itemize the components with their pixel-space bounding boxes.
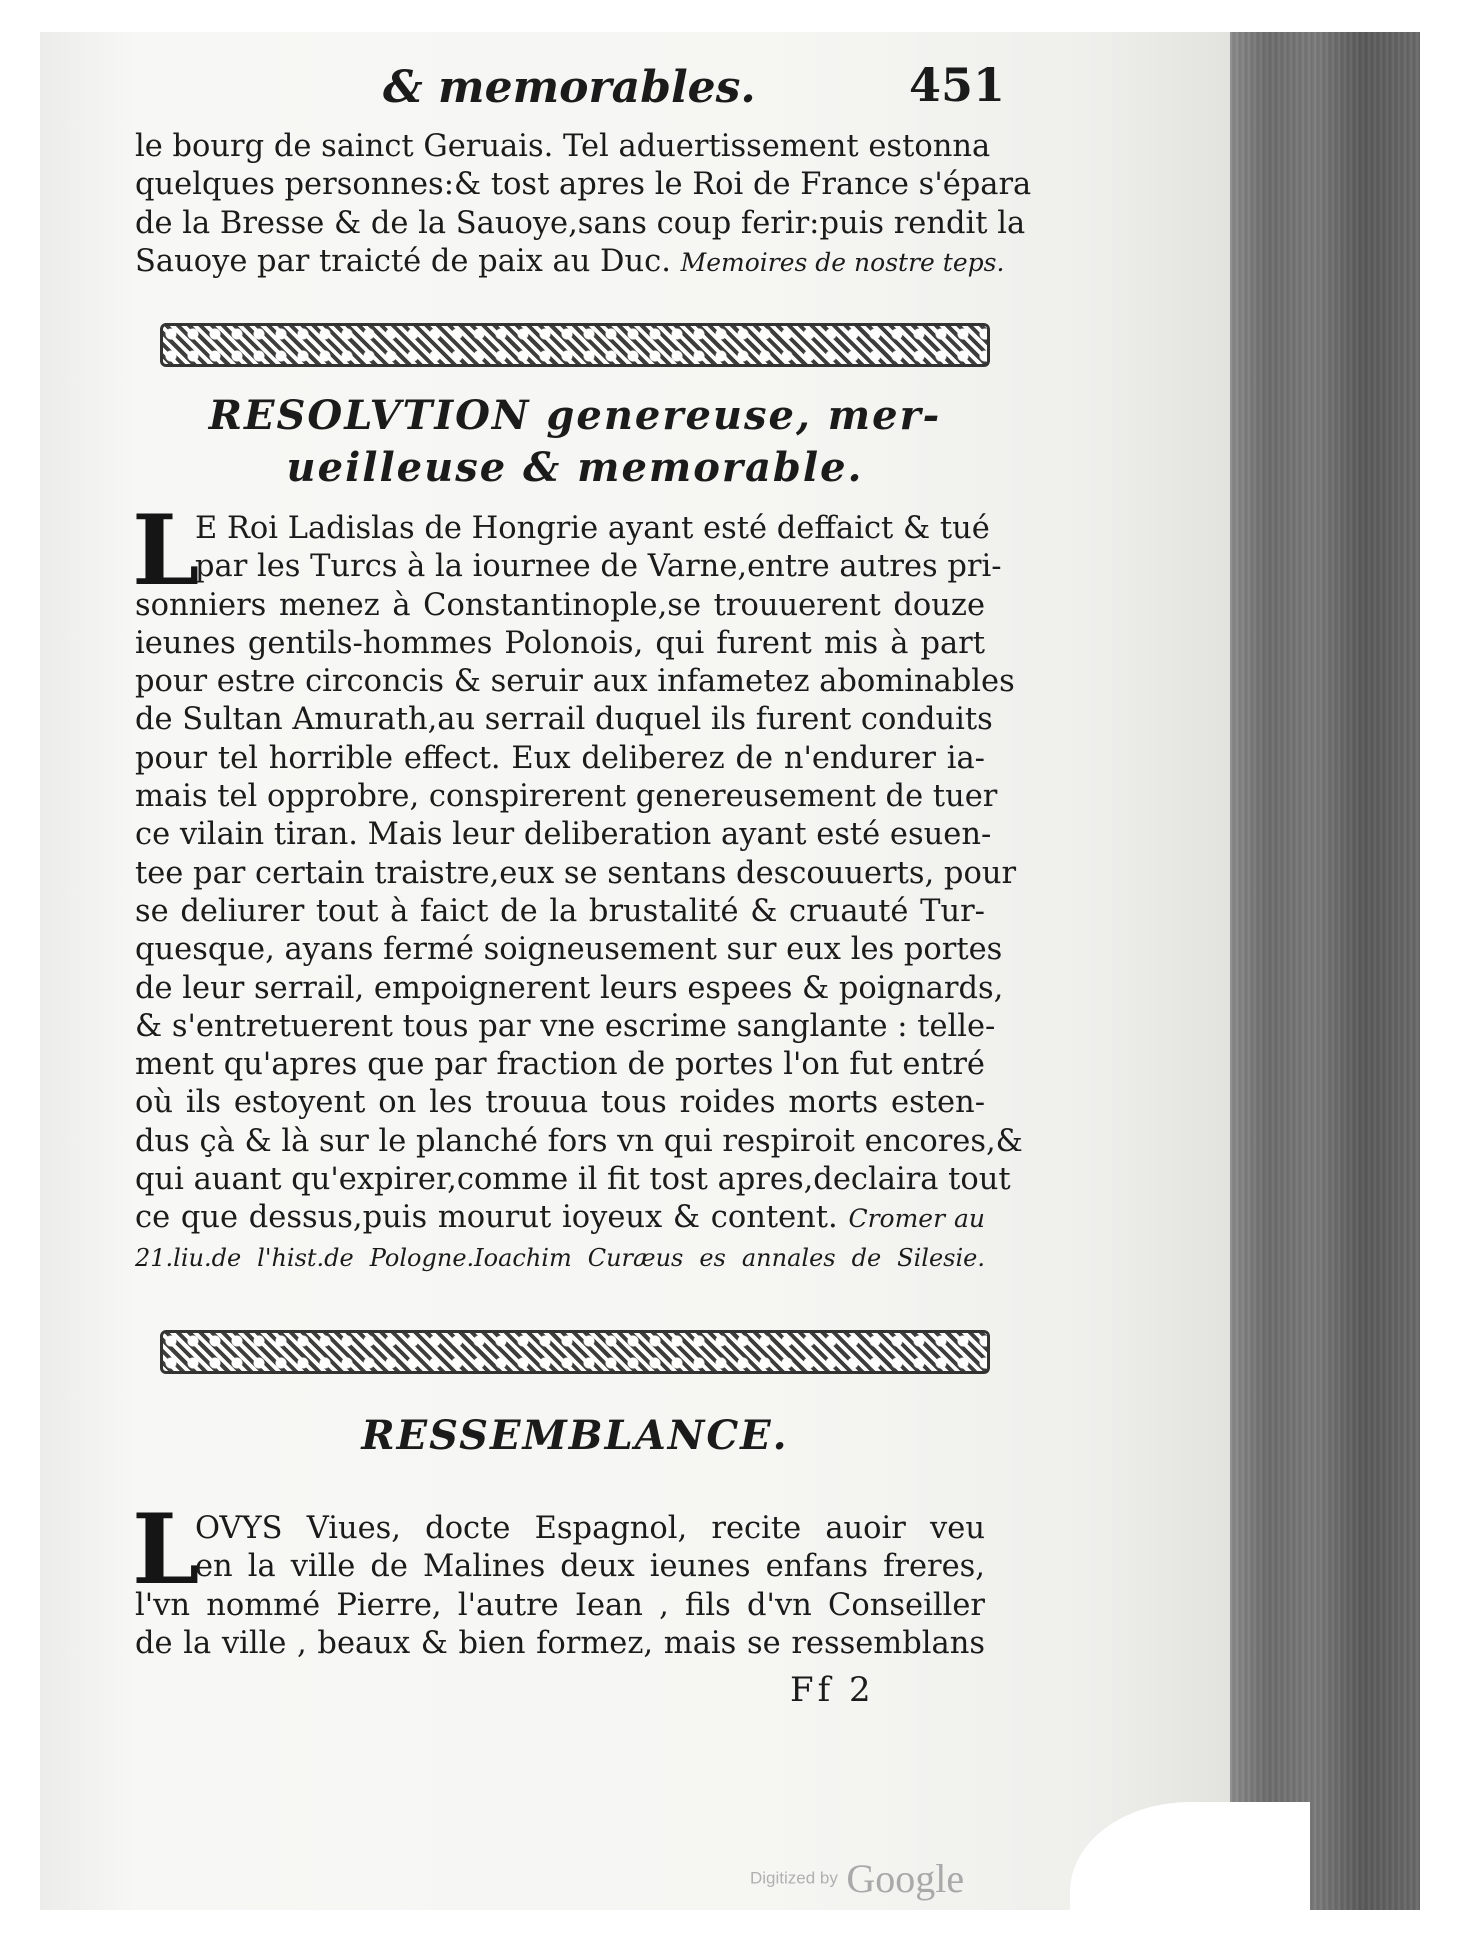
reference: Memoires de nostre teps. bbox=[680, 247, 1005, 277]
digitized-by-label: Digitized by bbox=[750, 1868, 838, 1888]
text-line: & s'entretuerent tous par vne escrime sanglante : telle- bbox=[135, 1008, 996, 1044]
text-line: OVYS Viues, docte Espagnol, recite auoir veu bbox=[195, 1511, 985, 1546]
text-line: en la ville de Malines deux ieunes enfans freres, bbox=[195, 1549, 985, 1585]
reference-line: 21.liu.de l'hist.de Pologne.Ioachim Curæus es annales de Silesie. bbox=[135, 1243, 985, 1272]
text-line: qui auant qu'expirer,comme il fit tost apres,declaira tout bbox=[135, 1162, 1011, 1198]
text-line: le bourg de sainct Geruais. Tel aduertissement estonna bbox=[135, 129, 991, 164]
text-line: où ils estoyent on les trouua tous roides morts esten- bbox=[135, 1085, 985, 1121]
text-line: sonniers menez à Constantinople,se trouuerent douze bbox=[135, 587, 985, 623]
continuation-text bbox=[135, 128, 1032, 282]
text-line: de leur serrail, empoignerent leurs espees & poignards, bbox=[135, 970, 1004, 1006]
google-logo: Google bbox=[846, 1856, 965, 1901]
signature-mark: Ff 2 bbox=[790, 1670, 875, 1710]
digitized-watermark bbox=[750, 1855, 964, 1902]
drop-cap: L bbox=[132, 1493, 200, 1606]
text-line: ment qu'apres que par fraction de portes l'on fut entré bbox=[135, 1047, 985, 1083]
text-line: ce vilain tiran. Mais leur deliberation ayant esté esuen- bbox=[135, 817, 992, 853]
reference: Cromer au bbox=[848, 1204, 985, 1234]
text-line: dus çà & là sur le planché fors vn qui respiroit encores,& bbox=[135, 1123, 1023, 1159]
text-line: pour estre circoncis & seruir aux infametez abominables bbox=[135, 664, 1015, 700]
text-line: mais tel opprobre, conspirerent genereusement de tuer bbox=[135, 779, 998, 815]
text-line: ce que dessus,puis mourut ioyeux & content. Cromer au bbox=[135, 1200, 985, 1236]
text-line: se deliurer tout à faict de la brustalité & cruauté Tur- bbox=[135, 893, 985, 929]
ornament-divider bbox=[160, 323, 990, 367]
text-line: Sauoye par traicté de paix au Duc. Memoires de nostre teps. bbox=[135, 243, 1005, 279]
drop-cap: L bbox=[132, 494, 200, 607]
running-head: & memorables. bbox=[383, 62, 756, 113]
section-title-resolution: RESOLVTION genereuse, mer- ueilleuse & memorable. bbox=[208, 392, 942, 491]
text-line: de la Bresse & de la Sauoye,sans coup ferir:puis rendit la bbox=[135, 205, 1026, 241]
text-line: quelques personnes:& tost apres le Roi de France s'épara bbox=[135, 167, 1032, 203]
text-line: tee par certain traistre,eux se sentans descouuerts, pour bbox=[135, 855, 1017, 891]
book-edge bbox=[1230, 32, 1420, 1910]
ornament-divider bbox=[160, 1330, 990, 1374]
section2-body bbox=[135, 1510, 985, 1663]
section-title-ressemblance: RESSEMBLANCE. bbox=[361, 1412, 789, 1459]
page-header bbox=[345, 50, 1005, 130]
text-line: quesque, ayans fermé soigneusement sur eux les portes bbox=[135, 932, 1003, 968]
text-line: E Roi Ladislas de Hongrie ayant esté deffaict & tué bbox=[195, 511, 990, 546]
text-line: l'vn nommé Pierre, l'autre Iean , fils d'vn Conseiller bbox=[135, 1587, 985, 1623]
text-line: de Sultan Amurath,au serrail duquel ils furent conduits bbox=[135, 702, 993, 738]
section1-body bbox=[135, 510, 1023, 1277]
text-line: pour tel horrible effect. Eux deliberez de n'endurer ia- bbox=[135, 740, 985, 776]
page-number: 451 bbox=[908, 58, 1005, 112]
text-line: ieunes gentils-hommes Polonois, qui furent mis à part bbox=[135, 625, 985, 661]
text-line: de la ville , beaux & bien formez, mais se ressemblans bbox=[135, 1625, 985, 1661]
text-line: par les Turcs à la iournee de Varne,entre autres pri- bbox=[195, 549, 1002, 585]
